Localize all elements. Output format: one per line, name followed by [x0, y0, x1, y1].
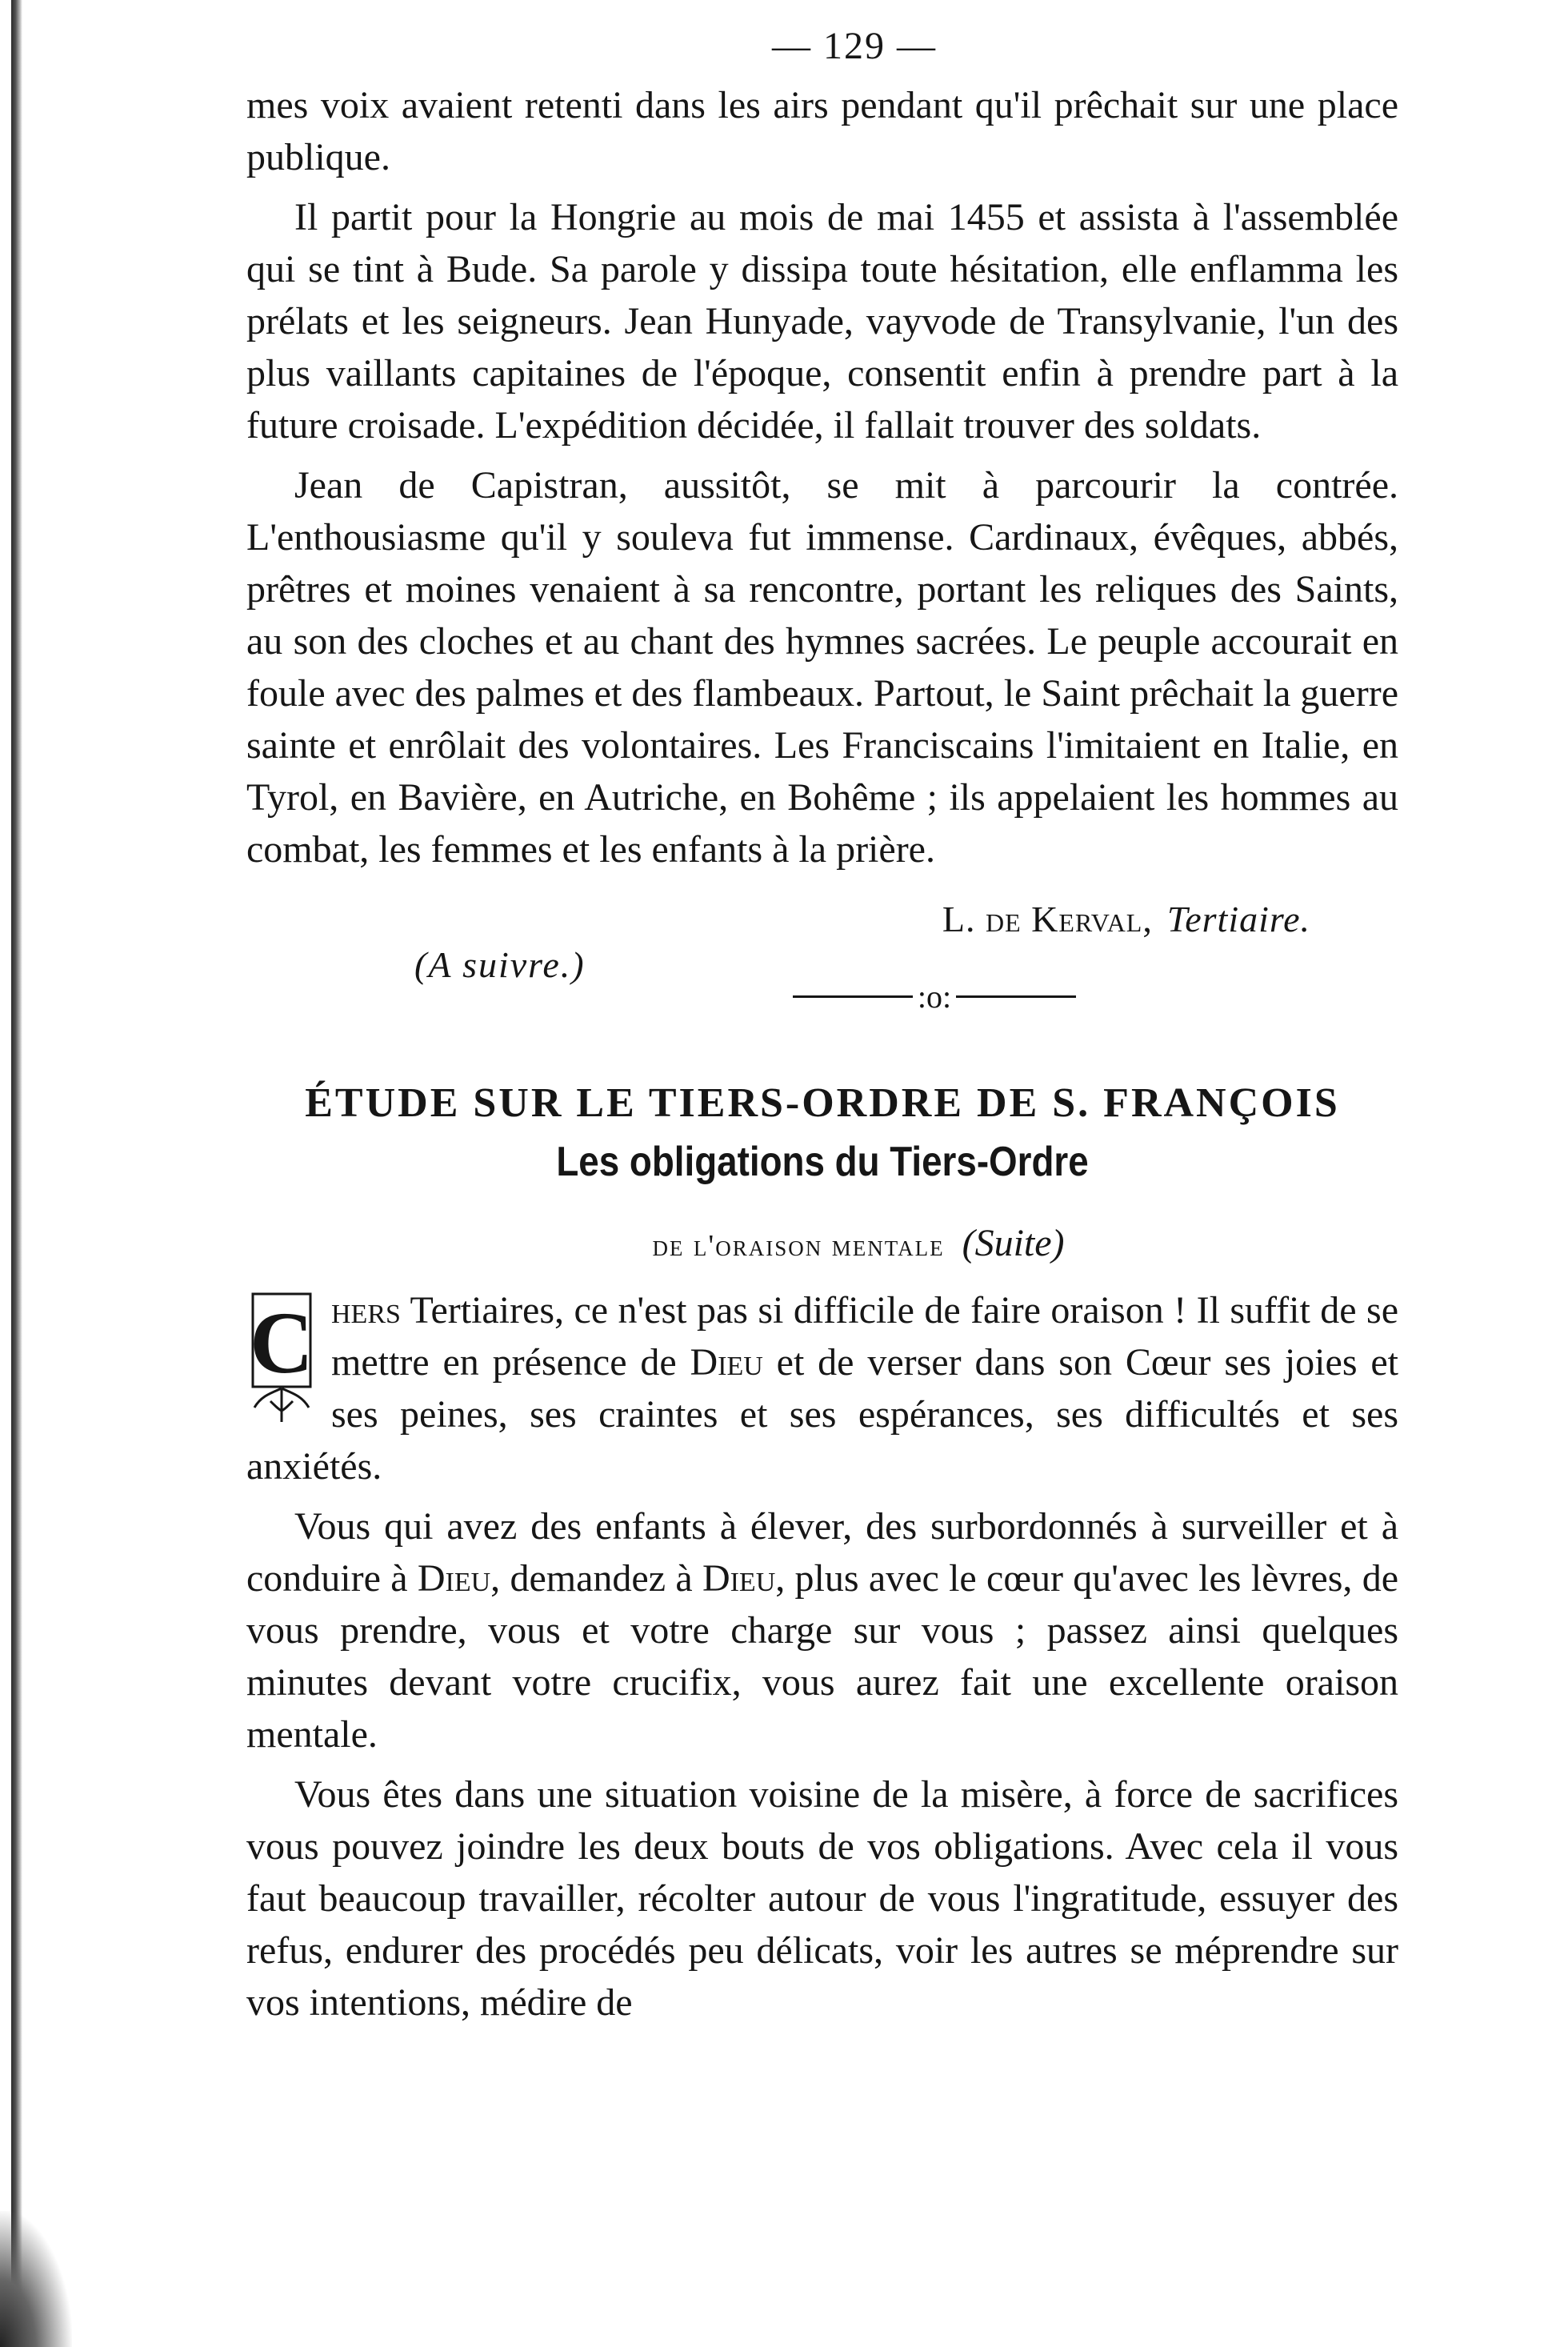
dieu-small-caps: Dieu — [690, 1341, 763, 1384]
section-suffix: (Suite) — [962, 1222, 1065, 1264]
text-segment: Tertiaires, ce n'est pas si difficile de faire oraison ! Il suffit de se mettre en présence de — [331, 1289, 1398, 1384]
section-heading — [318, 1221, 1398, 1265]
text-segment: et de verser dans son Cœur ses joies et ses peines, ses craintes et ses espérances, ses difficultés et ses anxiétés. — [246, 1341, 1399, 1488]
article-title: ÉTUDE SUR LE TIERS-ORDRE DE S. FRANÇOIS — [305, 1080, 1340, 1126]
section-label: de l'oraison mentale — [652, 1229, 945, 1263]
scan-binding-edge — [11, 0, 22, 2347]
ornamental-drop-cap — [246, 1289, 317, 1424]
paragraph-capistran: Jean de Capistran, aussitôt, se mit à parcourir la contrée. L'enthousiasme qu'il y souleva fut immense. Cardinaux, évêques, abbés, prêtres et moines venaient à sa rencontre, portant les reliques des Saints, au son des cloches et au chant des hymnes sacrées. Le peuple accourait en foule avec des palmes et des flambeaux. Partout, le Saint prêchait la guerre sainte et enrôlait des volontaires. Les Franciscains l'imitaient en Italie, en Tyrol, en Bavière, en Autriche, en Bohême ; ils appelaient les hommes au combat, les femmes et les enfants à la prière. — [246, 464, 1398, 871]
first-word: hers — [331, 1289, 401, 1332]
text-segment: , demandez à — [490, 1557, 702, 1600]
paragraph-chers-tertiaires — [246, 1284, 1398, 1492]
to-be-continued: (A suivre.) — [414, 944, 586, 985]
author-signature — [246, 898, 1310, 940]
paragraph-enfants — [246, 1500, 1398, 1760]
paragraph-misere: Vous êtes dans une situation voisine de la misère, à force de sacrifices vous pouvez joindre les deux bouts de vos obligations. Avec cela il vous faut beaucoup travailler, récolter autour de vous l'ingratitude, essuyer des refus, endurer des procédés peu délicats, voir les autres se méprendre sur vos intentions, médire de — [246, 1773, 1398, 2024]
separator-rule-left — [793, 995, 913, 998]
separator-mark: :o: — [917, 979, 952, 1015]
separator-rule-right — [956, 995, 1076, 998]
book-page — [246, 24, 1398, 2029]
section-separator — [470, 978, 1398, 1015]
page-number: — 129 — — [772, 25, 937, 67]
author-role: Tertiaire. — [1166, 899, 1310, 939]
scan-corner-shadow — [0, 2211, 72, 2347]
text-segment: Vous qui avez des enfants à élever, des surbordonnés à surveiller et à conduire à — [246, 1505, 1398, 1600]
author-name: L. de Kerval, — [942, 899, 1153, 939]
article-subtitle: Les obligations du Tiers-Ordre — [556, 1139, 1089, 1185]
dieu-small-caps: Dieu — [702, 1557, 776, 1600]
text-segment: , plus avec le cœur qu'avec les lèvres, de vous prendre, vous et votre charge sur vous ; passez ainsi quelques minutes devant votre crucifix, vous aurez fait une excellente oraison mentale. — [246, 1557, 1399, 1756]
dieu-small-caps: Dieu — [417, 1557, 491, 1600]
drop-cap-letter: C — [250, 1294, 314, 1392]
paragraph-continuation: mes voix avaient retenti dans les airs pendant qu'il prêchait sur une place publique. — [246, 84, 1398, 178]
paragraph-hungary: Il partit pour la Hongrie au mois de mai 1455 et assista à l'assemblée qui se tint à Bude. Sa parole y dissipa toute hésitation, elle enflamma les prélats et les seigneurs. Jean Hunyade, vayvode de Transylvanie, l'un des plus vaillants capitaines de l'époque, consentit enfin à prendre part à la future croisade. L'expédition décidée, il fallait trouver des soldats. — [246, 196, 1398, 447]
